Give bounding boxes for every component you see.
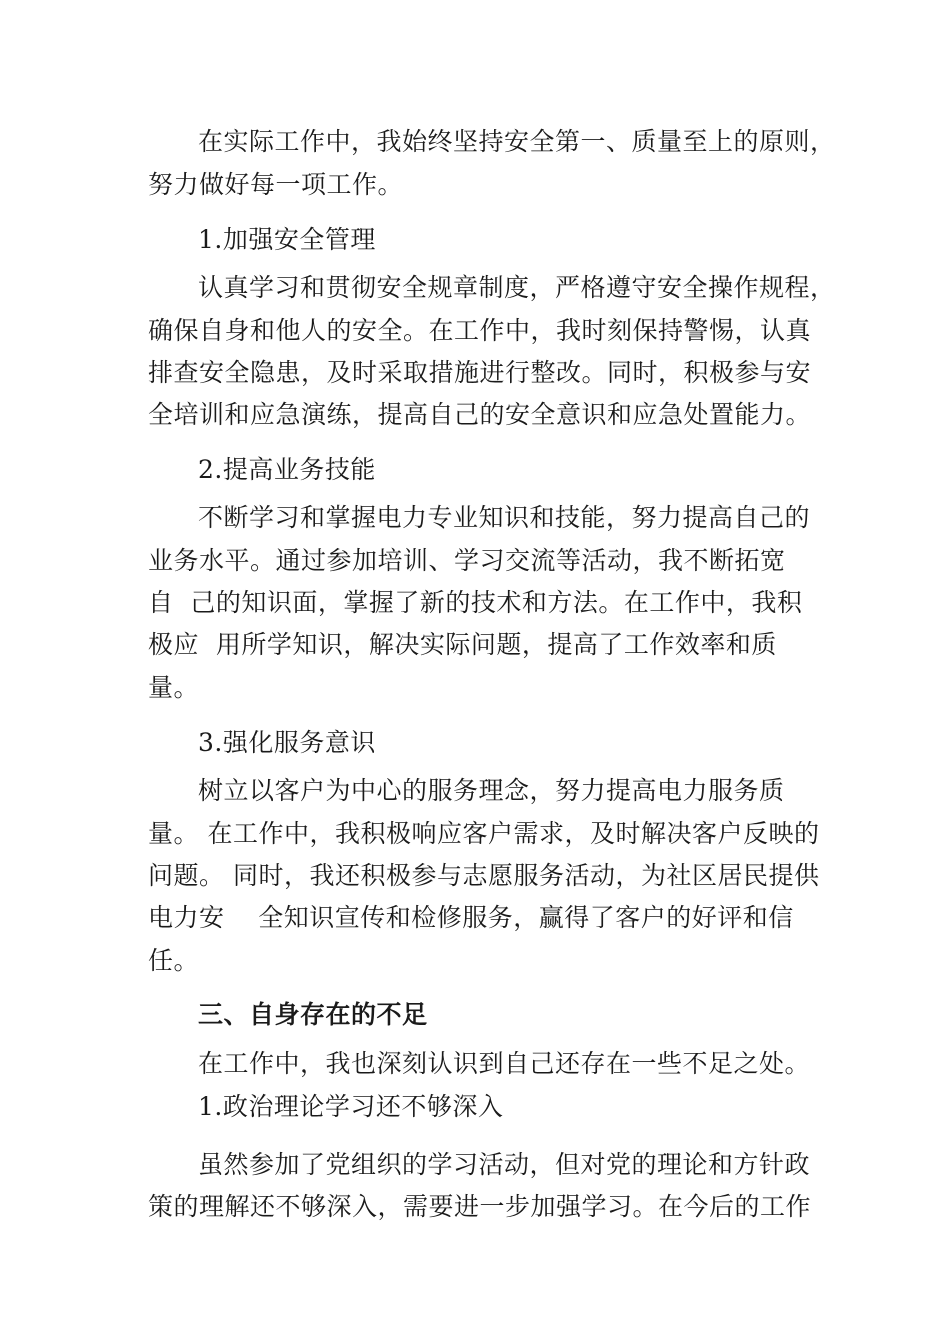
item2-body-line-4: 极应 用所学知识，解决实际问题，提高了工作效率和质 [148,630,777,659]
sub1-body-line-1: 虽然参加了党组织的学习活动，但对党的理论和方针政 [198,1150,811,1179]
item3-body-line-2: 量。 在工作中，我积极响应客户需求，及时解决客户反映的 [148,819,820,848]
item2-body-line-5: 量。 [148,673,200,702]
item2-body-line-3: 自 己的知识面，掌握了新的技术和方法。在工作中，我积 [148,588,803,617]
item3-body-line-1: 树立以客户为中心的服务理念，努力提高电力服务质 [198,776,785,805]
item1-body-line-4: 全培训和应急演练，提高自己的安全意识和应急处置能力。 [148,400,812,429]
section3-intro: 在工作中，我也深刻认识到自己还存在一些不足之处。 [198,1049,811,1078]
item1-body-line-3: 排查安全隐患，及时采取措施进行整改。同时，积极参与安 [148,358,812,387]
item2-body-line-2: 业务水平。通过参加培训、学习交流等活动，我不断拓宽 [148,546,786,575]
item1-body-line-1: 认真学习和贯彻安全规章制度，严格遵守安全操作规程， [198,273,836,302]
section3-heading: 三、自身存在的不足 [198,1000,428,1029]
sub1-heading: 1.政治理论学习还不够深入 [198,1092,504,1121]
item2-heading: 2.提高业务技能 [198,455,376,484]
item3-body-line-4: 电力安 全知识宣传和检修服务，赢得了客户的好评和信 [148,903,794,932]
item3-body-line-5: 任。 [148,946,200,975]
item1-body-line-2: 确保自身和他人的安全。在工作中，我时刻保持警惕，认真 [148,316,812,345]
item2-body-line-1: 不断学习和掌握电力专业知识和技能，努力提高自己的 [198,503,811,532]
item3-heading: 3.强化服务意识 [198,728,376,757]
item3-body-line-3: 问题。 同时，我还积极参与志愿服务活动，为社区居民提供 [148,861,820,890]
intro-line-1: 在实际工作中，我始终坚持安全第一、质量至上的原则， [198,127,836,156]
intro-line-2: 努力做好每一项工作。 [148,170,404,199]
sub1-body-line-2: 策的理解还不够深入，需要进一步加强学习。在今后的工作 [148,1192,812,1221]
item1-heading: 1.加强安全管理 [198,225,376,254]
